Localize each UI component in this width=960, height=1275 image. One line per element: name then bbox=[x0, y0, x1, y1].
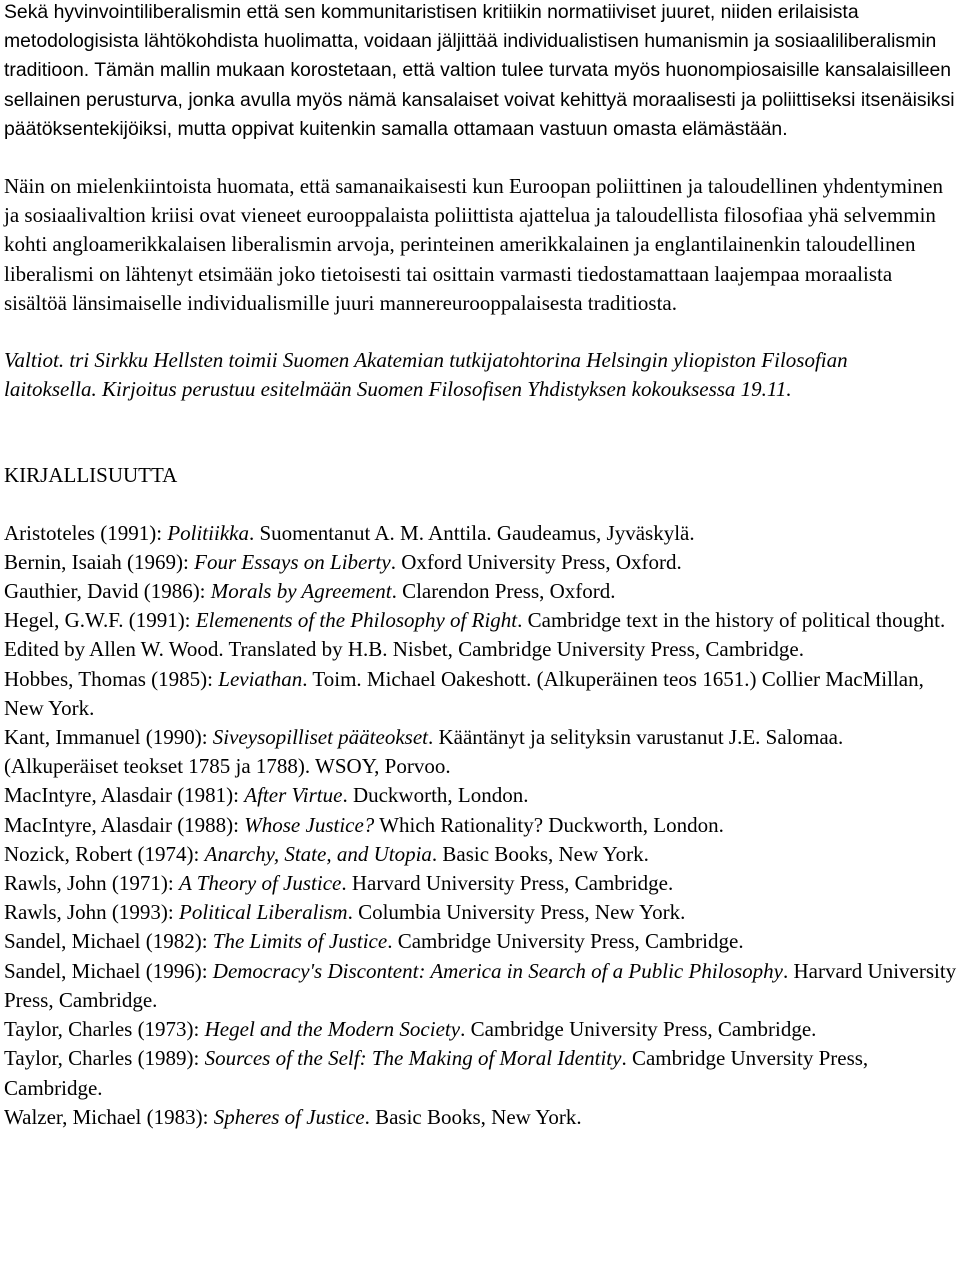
reference-item: MacIntyre, Alasdair (1981): After Virtue. Duckworth, London. bbox=[4, 783, 529, 808]
reference-item: Taylor, Charles (1973): Hegel and the Modern Society. Cambridge University Press, Cambridge. bbox=[4, 1017, 817, 1042]
reference-item: Walzer, Michael (1983): Spheres of Justice. Basic Books, New York. bbox=[4, 1104, 582, 1129]
body-paragraph-1: Sekä hyvinvointiliberalismin että sen kommunitaristisen kritiikin normatiiviset juuret, niiden erilaisista metodologisista lähtökohdista huolimatta, voidaan jäljittää individualistisen humanismin ja sosiaaliliberalismin traditioon. Tämän mallin mukaan korostetaan, että valtion tulee turvata myös huonompiosaisille kansalaisilleen sellainen perusturva, jonka avulla myös nämä kansalaiset voivat kehittyä moraalisesti ja poliittiseksi itsenäisiksi päätöksentekijöiksi, mutta oppivat kuitenkin samalla ottamaan vastuun omasta elämästään. bbox=[4, 1, 955, 140]
reference-item: Taylor, Charles (1989): Sources of the Self: The Making of Moral Identity. Cambridge Unversity Press, Cambridge. bbox=[4, 1046, 869, 1100]
references-heading: KIRJALLISUUTTA bbox=[4, 463, 178, 488]
reference-item: Bernin, Isaiah (1969): Four Essays on Liberty. Oxford University Press, Oxford. bbox=[4, 549, 682, 574]
reference-item: Hobbes, Thomas (1985): Leviathan. Toim. Michael Oakeshott. (Alkuperäinen teos 1651.) Collier MacMillan, New York. bbox=[4, 666, 924, 720]
reference-item: Gauthier, David (1986): Morals by Agreement. Clarendon Press, Oxford. bbox=[4, 579, 616, 604]
reference-item: Sandel, Michael (1996): Democracy's Discontent: America in Search of a Public Philosophy. Harvard University Press, Cambridge. bbox=[4, 958, 957, 1012]
reference-item: Aristoteles (1991): Politiikka. Suomentanut A. M. Anttila. Gaudeamus, Jyväskylä. bbox=[4, 520, 695, 545]
body-paragraph-2: Näin on mielenkiintoista huomata, että samanaikaisesti kun Euroopan poliittinen ja taloudellinen yhdentyminen ja sosiaalivaltion kriisi ovat vieneet eurooppalaista poliittista ajattelua ja taloudellista filosofiaa yhä selvemmin kohti angloamerikkalaisen liberalismin arvoja, perinteinen amerikkalainen ja englantilainenkin taloudellinen liberalismi on lähtenyt etsimään joko tietoisesti tai osittain varmasti tiedostamattaan laajempaa moraalista sisältöä länsimaiselle individualismille juuri mannereurooppalaisesta traditiosta. bbox=[4, 174, 943, 315]
reference-item: Rawls, John (1971): A Theory of Justice. Harvard University Press, Cambridge. bbox=[4, 871, 674, 896]
reference-item: Kant, Immanuel (1990): Siveysopilliset pääteokset. Kääntänyt ja selityksin varustanut J.E. Salomaa. (Alkuperäiset teokset 1785 ja 1788). WSOY, Porvoo. bbox=[4, 725, 844, 779]
reference-item: Rawls, John (1993): Political Liberalism. Columbia University Press, New York. bbox=[4, 900, 686, 925]
reference-item: MacIntyre, Alasdair (1988): Whose Justice? Which Rationality? Duckworth, London. bbox=[4, 812, 724, 837]
reference-item: Hegel, G.W.F. (1991): Elemenents of the Philosophy of Right. Cambridge text in the history of political thought. Edited by Allen W. Wood. Translated by H.B. Nisbet, Cambridge University Press, Cambridge. bbox=[4, 608, 946, 662]
reference-item: Sandel, Michael (1982): The Limits of Justice. Cambridge University Press, Cambridge. bbox=[4, 929, 744, 954]
references-list bbox=[4, 519, 960, 1132]
author-note: Valtiot. tri Sirkku Hellsten toimii Suomen Akatemian tutkijatohtorina Helsingin yliopiston Filosofian laitoksella. Kirjoitus perustuu esitelmään Suomen Filosofisen Yhdistyksen kokouksessa 19.11. bbox=[4, 348, 848, 402]
reference-item: Nozick, Robert (1974): Anarchy, State, and Utopia. Basic Books, New York. bbox=[4, 841, 649, 866]
